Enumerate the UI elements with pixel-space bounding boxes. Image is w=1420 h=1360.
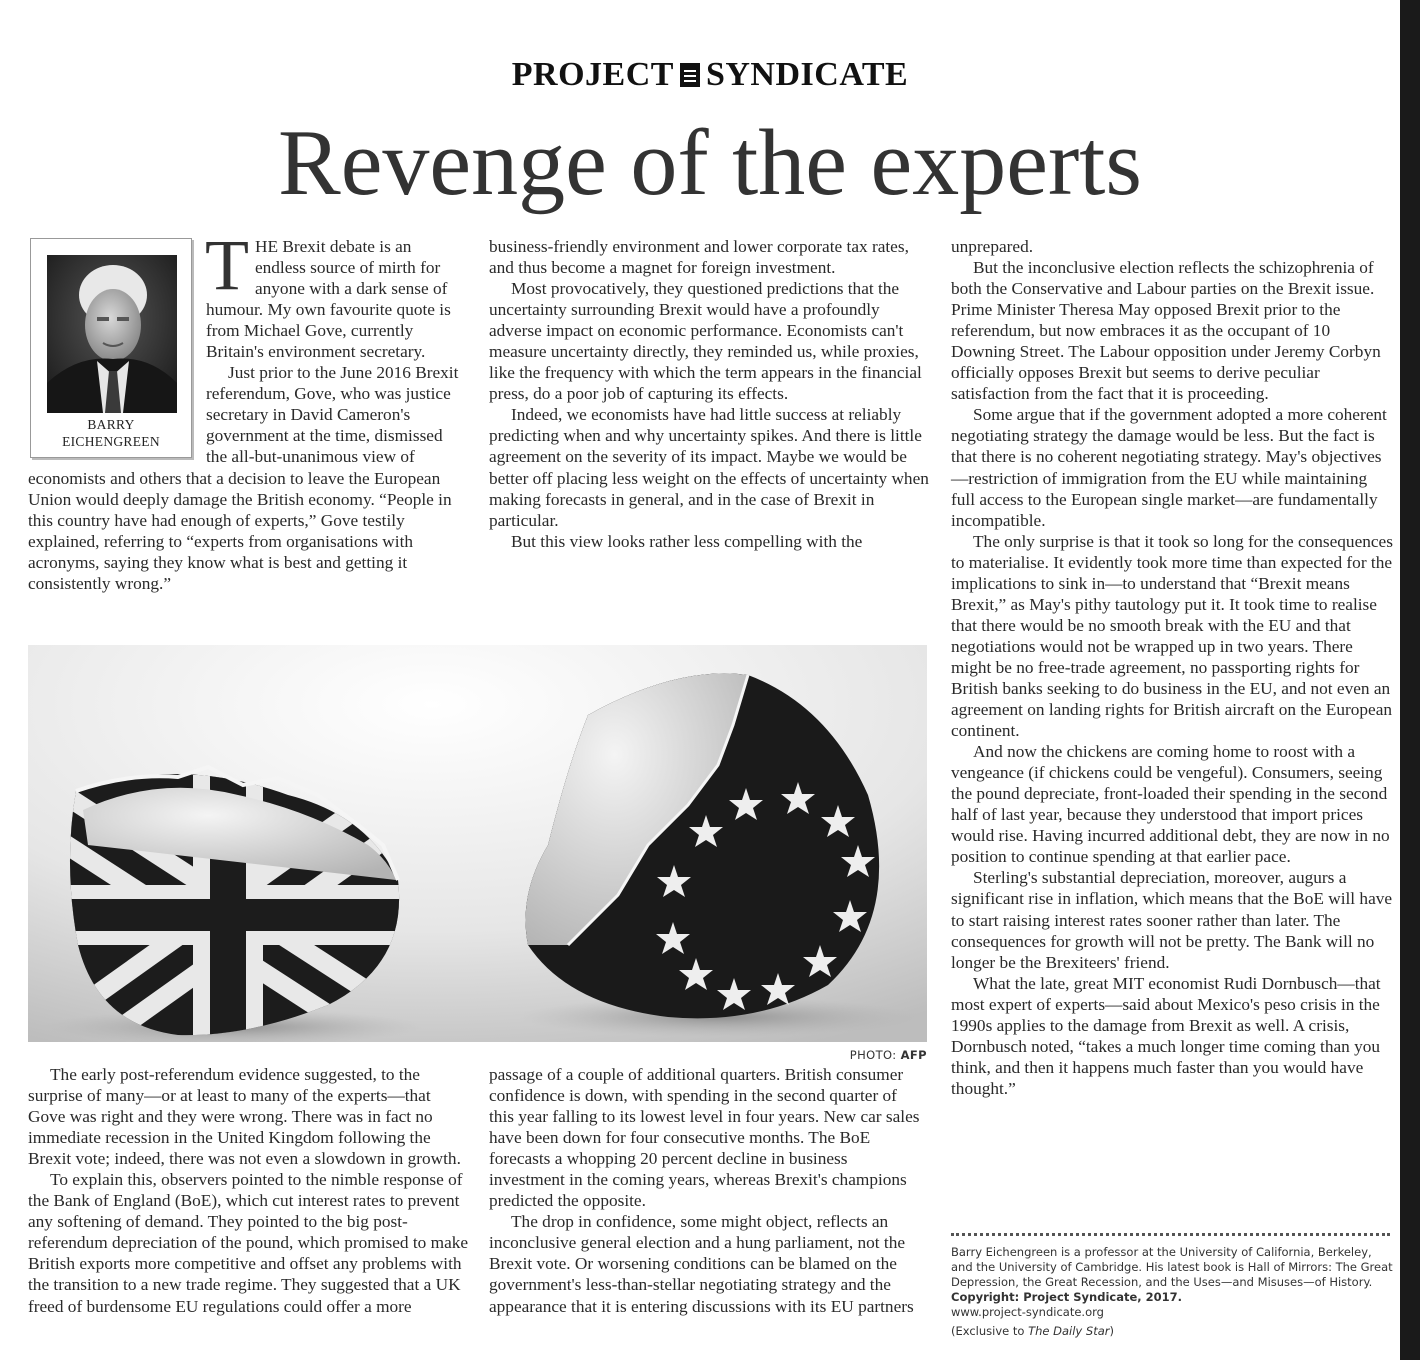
paragraph: unprepared. [951,237,1034,256]
syndicate-logo-icon [680,63,700,87]
paragraph: Most provocatively, they questioned predictions that the uncertainty surrounding Brexit would have a profoundly adverse impact on economic performance. Economists can't measure uncertainty directly, they reminded us, while proxies, like the frequency with which the term appears in the financial press, do a poor job of capturing its effects. [489,279,922,404]
website-url: www.project-syndicate.org [951,1305,1104,1319]
paragraph: passage of a couple of additional quarters. British consumer confidence is down, with spending in the second quarter of this year falling to its lowest level in four years. New car sales have been down for four consecutive months. The BoE forecasts a whopping 20 percent decline in business investment in the coming years, whereas Brexit's champions predicted the opposite. [489,1065,920,1211]
paragraph: And now the chickens are coming home to roost with a vengeance (if chickens could be vengeful). Consumers, seeing the pound depreciate, front-loaded their spending in the second half of last year, because they understood that import prices would rise. Having incurred additional debt, they are now in no position to continue spending at that earlier pace. [951,742,1390,867]
author-portrait-box [30,238,192,458]
column-2-bottom [489,1064,921,1317]
cracked-eggs-photo [28,645,927,1042]
column-3 [951,236,1394,1099]
paragraph-2: Just prior to the June 2016 Brexit referendum, Gove, who was justice secretary in David Cameron's government at the time, dismissed the all-but-unanimous view of economists and others that a decision to leave the European Union would deeply damage the British economy. “People in this country have had enough of experts,” Gove testily explained, referring to “experts from organisations with acronyms, saying they know what is best and getting it consistently wrong.” [28,363,459,593]
author-bio [951,1245,1396,1339]
photo-credit-source: AFP [900,1048,927,1062]
paragraph-1-text: HE Brexit debate is an endless source of mirth for anyone with a dark sense of humour. My own favourite quote is from Michael Gove, currently Britain's environment secretary. [206,237,451,362]
dotted-divider [951,1233,1390,1236]
paragraph: Some argue that if the government adopted a more coherent negotiating strategy the damage would be less. But the fact is that there is no coherent negotiating strategy. May's objectives—restriction of immigration from the EU while maintaining full access to the European single market—are fundamentally incompatible. [951,405,1387,530]
copyright: Copyright: Project Syndicate, 2017. [951,1290,1183,1304]
photo-credit [700,1048,927,1062]
headline: Revenge of the experts [278,111,1142,215]
paragraph: Indeed, we economists have had little success at reliably predicting when and why uncertainty spikes. And there is little agreement on the severity of its impact. Maybe we would be better off placing less weight on the effects of uncertainty when making forecasts in general, and in the case of Brexit in particular. [489,405,929,530]
author-last-name: EICHENGREEN [62,434,160,449]
masthead [0,56,1420,94]
paragraph: What the late, great MIT economist Rudi Dornbusch—that most expert of experts—said about Mexico's peso crisis in the 1990s applies to the damage from Brexit as well. A crisis, Dornbusch noted, “takes a much longer time coming than you think, and then it happens much faster than you would have thought.” [951,973,1381,1098]
exclusive-prefix: (Exclusive to [951,1324,1029,1338]
paragraph: But the inconclusive election reflects the schizophrenia of both the Conservative and Labour parties on the Brexit issue. Prime Minister Theresa May opposed Brexit prior to the referendum, but now embraces it as the occupant of 10 Downing Street. The Labour opposition under Jeremy Corbyn officially opposes Brexit but seems to derive peculiar satisfaction from the fact that it is proceeding. [951,258,1381,404]
column-2-top [489,236,931,552]
paragraph: But this view looks rather less compelling with the [511,531,863,551]
exclusive-suffix: ) [1109,1324,1114,1338]
paragraph: The drop in confidence, some might object, reflects an inconclusive general election and a hung parliament, not the Brexit vote. Or worsening conditions can be blamed on the government's less-than-stellar negotiating strategy and the appearance that it is entering discussions with its EU partners [489,1212,914,1316]
photo-credit-label: PHOTO: [849,1048,897,1062]
masthead-right: SYNDICATE [705,56,909,93]
exclusive-note [951,1324,1396,1339]
author-first-name: BARRY [87,417,135,432]
paragraph: The only surprise is that it took so long for the consequences to materialise. It evidently took more time than expected for the implications to sink in—to understand that “Brexit means Brexit,” as May's pithy tautology put it. It took time to realise that there would be no smooth break with the EU and that negotiations would not be wrapped up in two years. There might be no free-trade agreement, no passporting rights for British banks seeking to do business in the EU, and not even an agreement on landing rights for British aircraft on the European continent. [951,531,1393,741]
drop-cap: T [205,225,249,305]
column-1-bottom [28,1064,470,1317]
exclusive-paper: The Daily Star [1028,1324,1110,1338]
paragraph: business-friendly environment and lower corporate tax rates, and thus become a magnet for foreign investment. [489,237,909,278]
author-byline [31,416,191,450]
paragraph: To explain this, observers pointed to the nimble response of the Bank of England (BoE), which cut interest rates to prevent any softening of demand. They pointed to the big post-referendum depreciation of the pound, which promised to make British exports more competitive and offset any problems with the transition to a new trade regime. They suggested that a UK freed of burdensome EU regulations could offer a more [28,1170,469,1316]
paragraph: Sterling's substantial depreciation, moreover, augurs a significant rise in inflation, which means that the BoE will have to start raising interest rates sooner rather than later. The consequences for growth will not be pretty. The Bank will no longer be the Brexiteers' friend. [951,868,1393,972]
bio-text: Barry Eichengreen is a professor at the University of California, Berkeley, and the University of Cambridge. His latest book is Hall of Mirrors: The Great Depression, the Great Recession, and the Uses—and Misuses—of History. [951,1245,1393,1289]
masthead-left: PROJECT [511,56,674,93]
author-photo [47,255,177,413]
paragraph: The early post-referendum evidence suggested, to the surprise of many—or at least to many of the experts—that Gove was right and they were wrong. There was in fact no immediate recession in the United Kingdom following the Brexit vote; indeed, there was not even a slowdown in growth. [28,1065,461,1169]
